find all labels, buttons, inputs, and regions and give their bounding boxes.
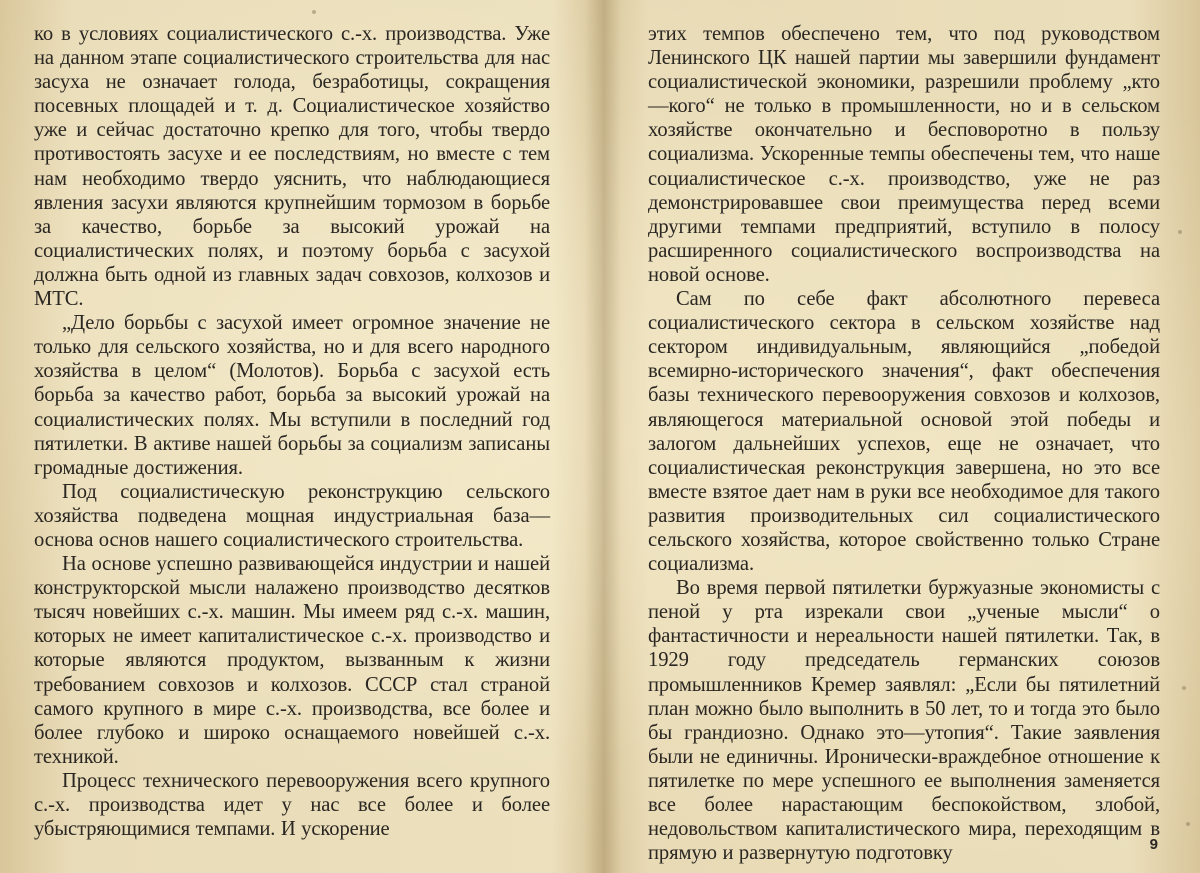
paragraph: На основе успешно развивающейся индустрии и нашей конструкторской мысли налажено производство десятков тысяч новейших с.-х. машин. Мы имеем ряд с.-х. машин, которых не имеет капиталистическое с.-х. производство и которые являются продуктом, вызванным к жизни требованием совхозов и колхозов. СССР стал страной самого крупного в мире с.-х. производства, все более и более глубоко и широко оснащаемого новейшей с.-х. техникой. [34,553,550,768]
paragraph: Процесс технического перевооружения всего крупного с.-х. производства идет у нас все более и более убыстряющимися темпами. И ускорение [34,769,550,841]
paragraph: Сам по себе факт абсолютного перевеса социалистического сектора в сельском хозяйстве над сектором индивидуальным, являющийся „победой всемирно-исторического значения“, факт обеспечения базы технического перевооружения совхозов и колхозов, являющегося материальной основой этой победы и залогом дальнейших успехов, еще не означает, что социалистическая реконструкция завершена, но это все вместе взятое дает нам в руки все необходимое для такого развития производительных сил социалистического сельского хозяйства, которое свойственно только Стране социализма. [648,288,1160,576]
right-page-text [648,22,1160,865]
paragraph: ко в условиях социалистического с.-х. производства. Уже на данном этапе социалистического строительства для нас засуха не означает голода, безработицы, сокращения посевных площадей и т. д. Социалистическое хозяйство уже и сейчас достаточно крепко для того, чтобы твердо противостоять засухе и ее последствиям, но вместе с тем нам необходимо твердо уяснить, что наблюдающиеся явления засухи являются крупнейшим тормозом в борьбе за качество, борьбе за высокий урожай на социалистических полях, и поэтому борьба с засухой должна быть одной из главных задач совхозов, колхозов и МТС. [34,23,550,311]
paragraph: этих темпов обеспечено тем, что под руководством Ленинского ЦК нашей партии мы завершили фундамент социалистической экономики, разрешили проблему „кто—кого“ не только в промышленности, но и в сельском хозяйстве окончательно и бесповоротно в пользу социализма. Ускоренные темпы обеспечены тем, что наше социалистическое с.-х. производство, уже не раз демонстрировавшее свои преимущества перед всеми другими темпами предприятий, вступило в полосу расширенного социалистического воспроизводства на новой основе. [648,23,1160,286]
paper-speck [1186,822,1190,826]
left-page [34,22,550,841]
paper-speck [1178,230,1182,234]
left-page-text [34,22,550,841]
paper-speck [1182,686,1186,690]
paragraph: Во время первой пятилетки буржуазные экономисты с пеной у рта изрекали свои „ученые мысли“ о фантастичности и нереальности нашей пятилетки. Так, в 1929 году председатель германских союзов промышленников Кремер заявлял: „Если бы пятилетний план можно было выполнить в 50 лет, то и тогда это было бы грандиозно. Однако это—утопия“. Такие заявления были не единичны. Иронически-враждебное отношение к пятилетке по мере успешного ее выполнения заменяется все более нарастающим беспокойством, злобой, недовольством капиталистического мира, переходящим в прямую и развернутую подготовку [648,577,1160,865]
paragraph: Под социалистическую реконструкцию сельского хозяйства подведена мощная индустриальная база—основа основ нашего социалистического строительства. [34,480,550,551]
right-page [648,22,1160,865]
paragraph: „Дело борьбы с засухой имеет огромное значение не только для сельского хозяйства, но и для всего народного хозяйства в целом“ (Молотов). Борьба с засухой есть борьба за качество работ, борьба за высокий урожай на социалистических полях. Мы вступили в последний год пятилетки. В активе нашей борьбы за социализм записаны громадные достижения. [34,312,550,479]
page-number: 9 [1149,836,1158,853]
paper-speck [312,10,316,14]
book-gutter [585,0,621,873]
